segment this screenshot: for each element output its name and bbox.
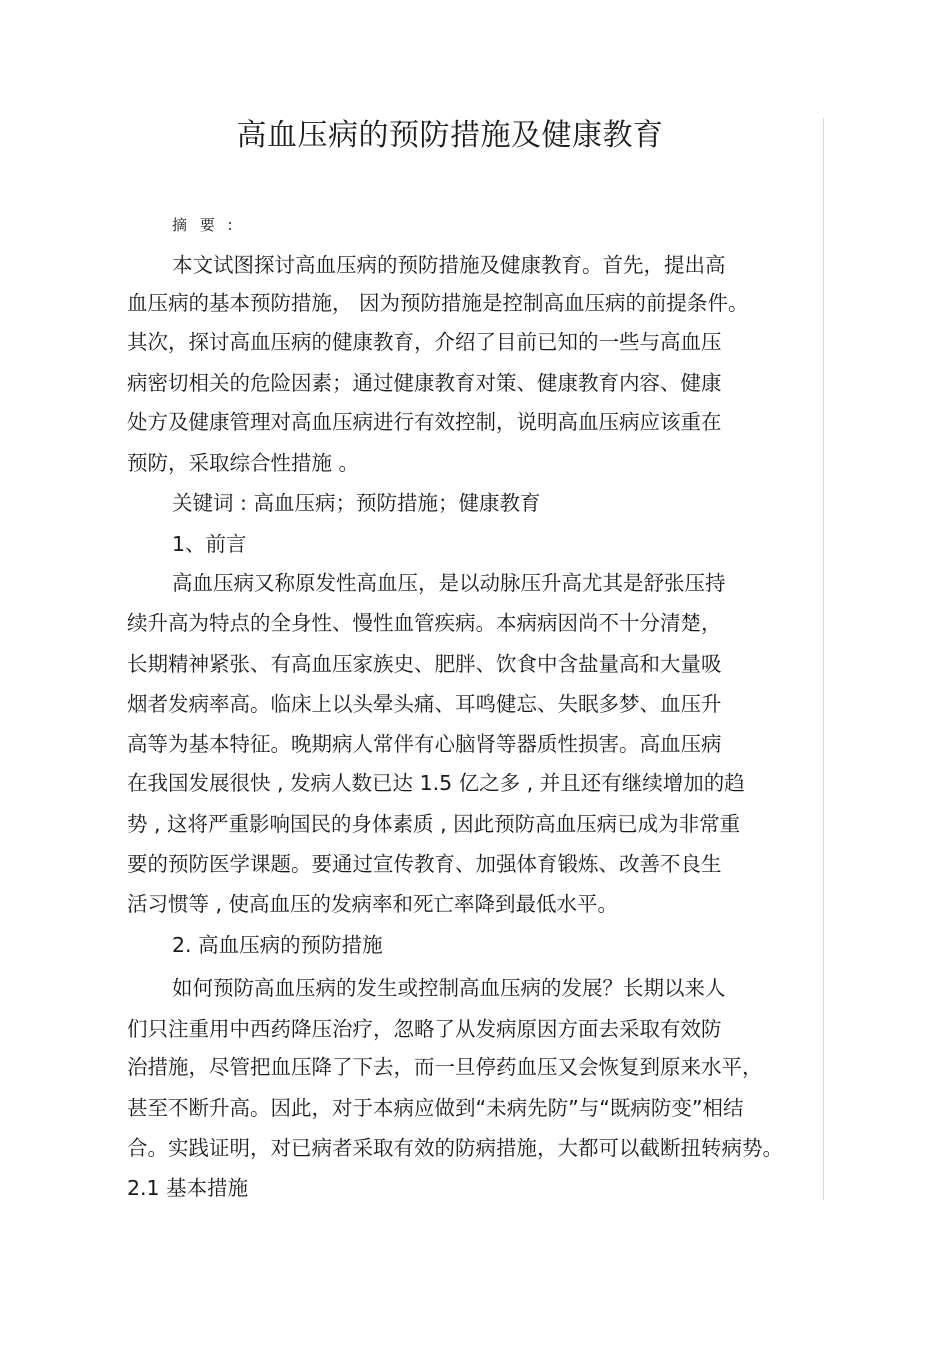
document-title: 高血压病的预防措施及健康教育 <box>236 118 664 153</box>
keywords-line: 关键词 : 高血压病；预防措施；健康教育 <box>172 491 541 515</box>
abstract-line-3: 其次，探讨高血压病的健康教育，介绍了目前已知的一些与高血压 <box>127 330 722 354</box>
abstract-label: 摘 要 : <box>172 216 237 234</box>
abstract-line-4: 病密切相关的危险因素；通过健康教育对策、健康教育内容、健康 <box>127 371 722 395</box>
intro-line-7: 势 , 这将严重影响国民的身体素质 , 因此预防高血压病已成为非常重 <box>127 812 741 836</box>
prevention-line-1: 如何预防高血压病的发生或控制高血压病的发展？长期以来人 <box>172 976 726 1000</box>
abstract-line-1: 本文试图探讨高血压病的预防措施及健康教育。首先，提出高 <box>172 253 726 277</box>
intro-line-2: 续升高为特点的全身性、慢性血管疾病。本病病因尚不十分清楚， <box>127 611 722 635</box>
prevention-line-3: 治措施，尽管把血压降了下去，而一旦停药血压又会恢复到原来水平， <box>127 1055 763 1079</box>
prevention-line-2: 们只注重用中西药降压治疗，忽略了从发病原因方面去采取有效防 <box>127 1017 722 1041</box>
intro-line-5: 高等为基本特征。晚期病人常伴有心脑肾等器质性损害。高血压病 <box>127 732 722 756</box>
intro-line-6: 在我国发展很快 , 发病人数已达 1.5 亿之多 , 并且还有继续增加的趋 <box>127 771 745 795</box>
intro-line-8: 要的预防医学课题。要通过宣传教育、加强体育锻炼、改善不良生 <box>127 852 722 876</box>
subsection-heading-2-1: 2.1 基本措施 <box>127 1176 249 1200</box>
section-heading-1: 1、前言 <box>172 532 247 556</box>
intro-line-1: 高血压病又称原发性高血压，是以动脉压升高尤其是舒张压持 <box>172 571 726 595</box>
intro-line-3: 长期精神紧张、有高血压家族史、肥胖、饮食中含盐量高和大量吸 <box>127 652 722 676</box>
intro-line-4: 烟者发病率高。临床上以头晕头痛、耳鸣健忘、失眠多梦、血压升 <box>127 692 722 716</box>
prevention-line-5: 合。实践证明，对已病者采取有效的防病措施，大都可以截断扭转病势。 <box>127 1136 783 1160</box>
page-margin-rule <box>823 118 824 1200</box>
abstract-line-5: 处方及健康管理对高血压病进行有效控制，说明高血压病应该重在 <box>127 410 722 434</box>
intro-line-9: 活习惯等 , 使高血压的发病率和死亡率降到最低水平。 <box>127 892 619 916</box>
section-heading-2: 2. 高血压病的预防措施 <box>172 933 383 957</box>
prevention-line-4: 甚至不断升高。因此，对于本病应做到“未病先防”与“既病防变”相结 <box>127 1096 744 1120</box>
abstract-line-6: 预防，采取综合性措施 。 <box>127 451 360 475</box>
abstract-line-2: 血压病的基本预防措施， 因为预防措施是控制高血压病的前提条件。 <box>127 291 749 315</box>
